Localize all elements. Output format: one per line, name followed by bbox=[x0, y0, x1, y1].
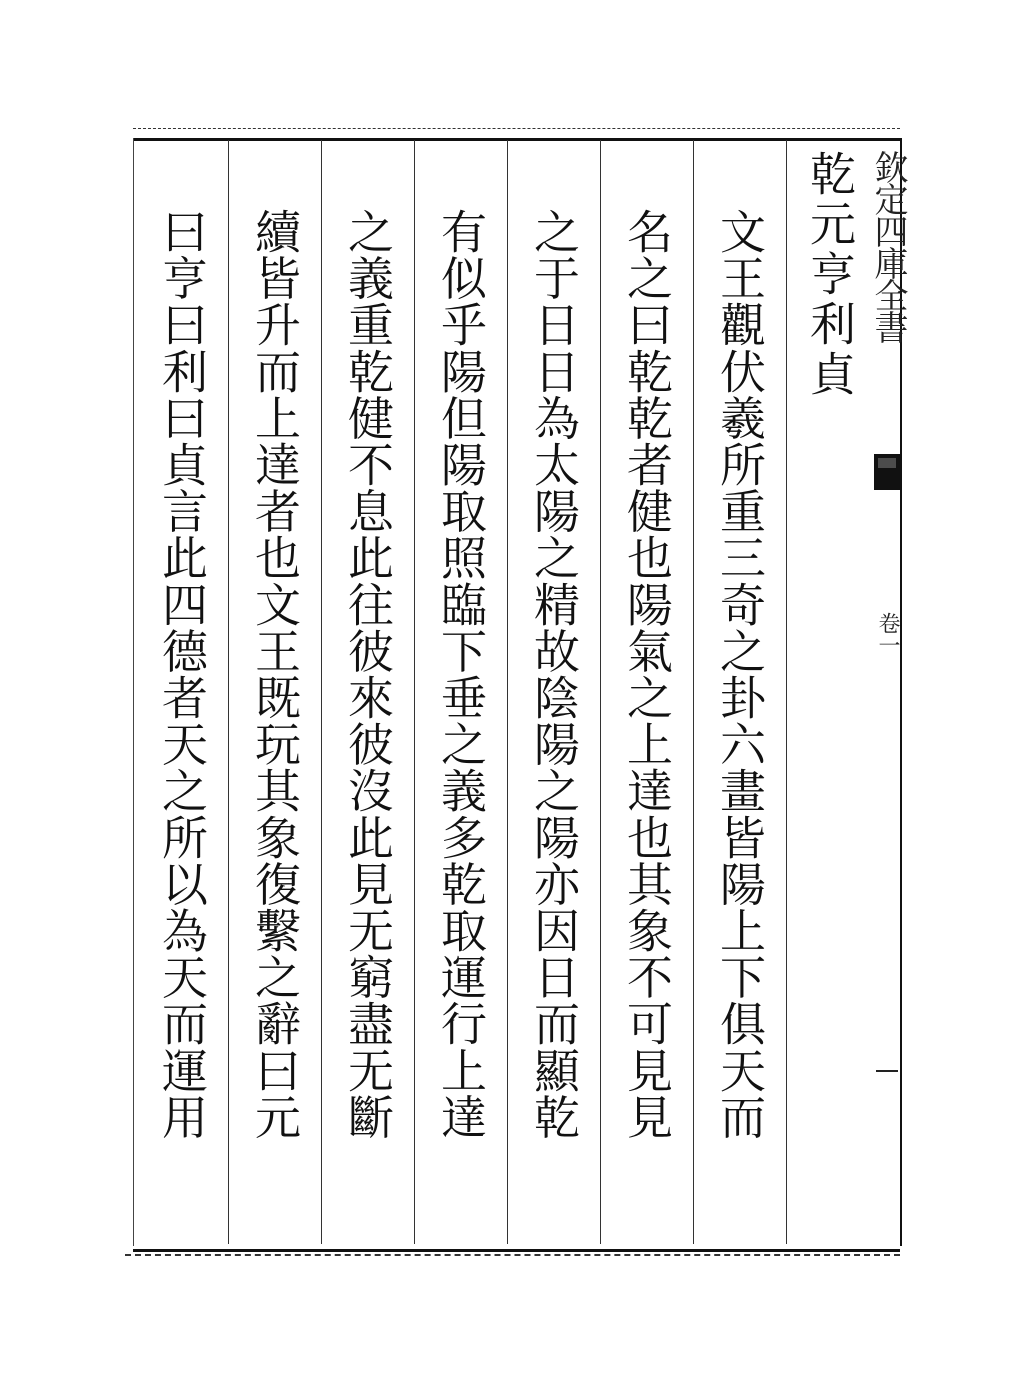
text-column-5: 有似乎陽但陽取照臨下垂之義多乾取運行上達 bbox=[434, 208, 488, 1140]
column-rule bbox=[786, 140, 787, 1244]
column-rule bbox=[693, 140, 694, 1244]
text-column-3: 名之曰乾乾者健也陽氣之上達也其象不可見見 bbox=[620, 208, 674, 1140]
column-rule bbox=[321, 140, 322, 1244]
page-frame-bottom-thin-rule bbox=[125, 1254, 900, 1256]
page-frame-top-thin-rule bbox=[133, 128, 900, 129]
juan-number-margin: 卷一 bbox=[875, 612, 900, 656]
page-frame-left-border bbox=[133, 138, 134, 1246]
column-rule bbox=[414, 140, 415, 1244]
column-rule bbox=[600, 140, 601, 1244]
text-column-heading: 乾元亨利貞 bbox=[803, 150, 857, 400]
text-column-7: 續皆升而上達者也文王既玩其象復繫之辭曰元 bbox=[248, 208, 302, 1140]
fish-tail-mark-icon bbox=[872, 452, 902, 492]
column-rule bbox=[507, 140, 508, 1244]
text-column-2: 文王觀伏羲所重三奇之卦六畫皆陽上下俱天而 bbox=[713, 208, 767, 1140]
column-rule bbox=[228, 140, 229, 1244]
text-column-4: 之于日日為太陽之精故陰陽之陽亦因日而顯乾 bbox=[527, 208, 581, 1140]
text-column-6: 之義重乾健不息此往彼來彼沒此見无窮盡无斷 bbox=[341, 208, 395, 1140]
book-title-margin: 欽定四庫全書 bbox=[868, 150, 908, 342]
text-column-8: 曰亨曰利曰貞言此四德者天之所以為天而運用 bbox=[155, 208, 209, 1140]
margin-dash-mark bbox=[876, 1070, 898, 1072]
